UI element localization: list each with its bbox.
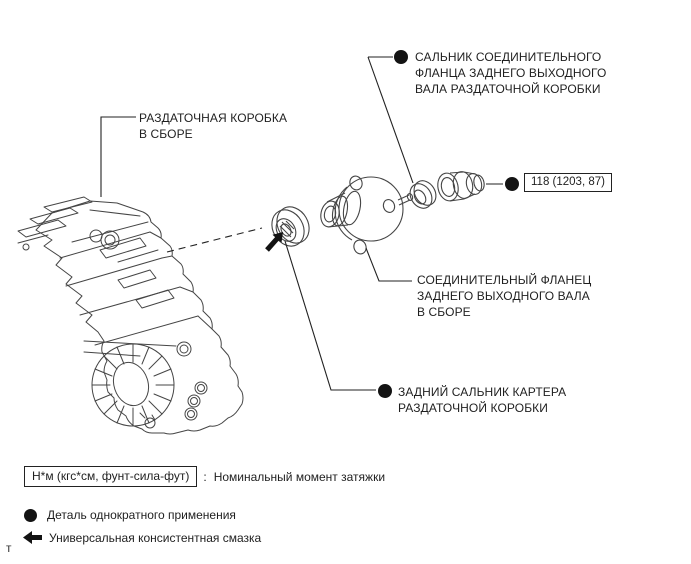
corner-mark: т — [6, 541, 12, 555]
label-line: РАЗДАТОЧНОЙ КОРОБКИ — [398, 401, 548, 415]
non-reusable-dot-icon — [378, 384, 392, 398]
torque-units-box: Н*м (кгс*см, фунт-сила-фут) — [24, 466, 197, 487]
label-output-flange-seal — [415, 49, 606, 97]
grease-arrow-icon — [23, 530, 42, 545]
label-line: ФЛАНЦА ЗАДНЕГО ВЫХОДНОГО — [415, 66, 607, 80]
legend-non-reusable — [24, 508, 236, 522]
label-line: САЛЬНИК СОЕДИНИТЕЛЬНОГО — [415, 50, 602, 64]
flange-nut-drawing — [435, 170, 485, 203]
label-line: СОЕДИНИТЕЛЬНЫЙ ФЛАНЕЦ — [417, 273, 592, 287]
non-reusable-dot-icon — [394, 50, 408, 64]
legend-text: Номинальный момент затяжки — [213, 469, 386, 484]
companion-flange-drawing — [318, 174, 413, 255]
legend-grease — [23, 530, 261, 545]
label-line: В СБОРЕ — [417, 305, 471, 319]
label-line: В СБОРЕ — [139, 127, 193, 141]
label-case-rear-seal — [398, 384, 566, 416]
non-reusable-dot-icon — [505, 177, 519, 191]
legend-text: Универсальная консистентная смазка — [49, 530, 262, 545]
legend-text: Деталь однократного применения — [47, 508, 236, 522]
transfer-case-drawing — [18, 197, 243, 434]
legend-separator: : — [203, 469, 207, 484]
label-line: ЗАДНЕГО ВЫХОДНОГО ВАЛА — [417, 289, 590, 303]
legend-torque-note — [24, 466, 385, 487]
label-line: РАЗДАТОЧНАЯ КОРОБКА — [139, 111, 288, 125]
label-transfer-case — [139, 110, 287, 142]
label-line: ВАЛА РАЗДАТОЧНОЙ КОРОБКИ — [415, 82, 601, 96]
torque-spec-box: 118 (1203, 87) — [524, 173, 612, 192]
non-reusable-dot-icon — [24, 509, 37, 522]
label-companion-flange — [417, 272, 591, 320]
label-line: ЗАДНИЙ САЛЬНИК КАРТЕРА — [398, 385, 567, 399]
